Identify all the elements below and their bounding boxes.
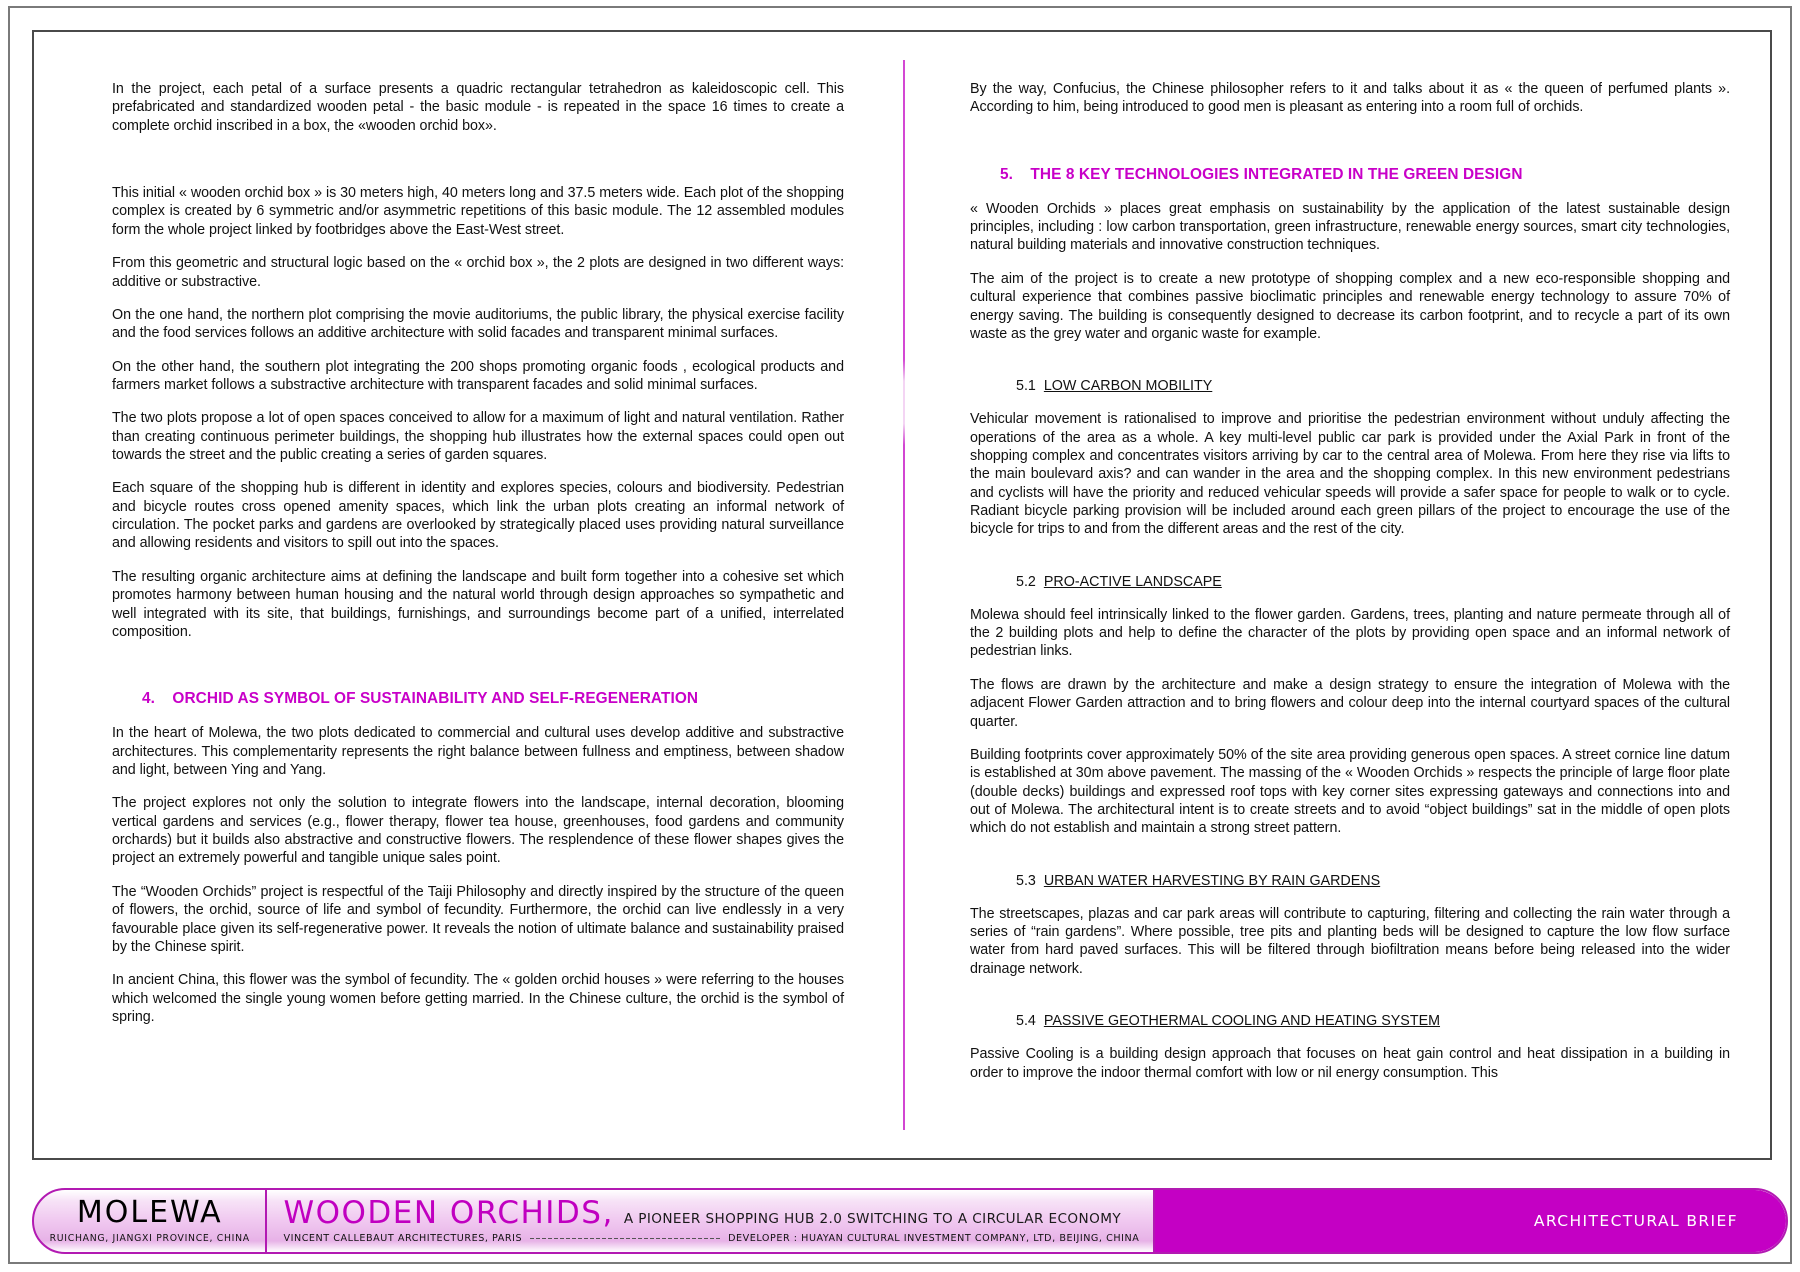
spacer — [112, 656, 844, 690]
paragraph: Molewa should feel intrinsically linked to the flower garden. Gardens, trees, planting and nature permeate through all of the 2 building plots and help to define the character of the plots by providing open space and an informal network of pedestrian links. — [970, 606, 1730, 660]
subsection-heading-5-1 — [970, 378, 1730, 394]
footer-client-block — [34, 1190, 265, 1252]
paragraph: Building footprints cover approximately 50% of the site area providing generous open spaces. A street cornice line datum is established at 30m above pavement. The massing of the « Wooden Orchids » respects the principle of large floor plate (double decks) buildings and expressed roof tops with key corner sites expressing gateways and connections into and out of Molewa. The architectural intent is to create streets and to avoid “object buildings” sat in the middle of open plots which do not establish and maintain a strong street pattern. — [970, 746, 1730, 837]
paragraph: Each square of the shopping hub is different in identity and explores species, colours and biodiversity. Pedestrian and bicycle routes cross opened amenity spaces, which link the urban plots creating an informal network of circulation. The pocket parks and gardens are overlooked by strategically placed uses providing natural surveillance and allowing residents and visitors to spill out into the spaces. — [112, 480, 844, 552]
paragraph: Vehicular movement is rationalised to improve and prioritise the pedestrian environment without unduly affecting the operations of the area as a whole. A key multi-level public car park is provided under the Axial Park in front of the shopping complex and concentrates visitors arriving by car to the central area of Molewa. From here they rise via lifts to the main boulevard axis? and can wander in the area and the shopping complex. In this new environment pedestrians and cyclists will have the priority and reduced vehicular speeds will provide a safer space for people to walk or to cycle. Radiant bicycle parking provision will be included around each green pillars of the project to encourage the use of the bicycle for trips to and from the different areas and the rest of the city. — [970, 411, 1730, 538]
paragraph: In the heart of Molewa, the two plots dedicated to commercial and cultural uses develop additive and substractive architectures. This complementarity represents the right balance between fullness and emptiness, between shadow and light, between Ying and Yang. — [112, 725, 844, 778]
spacer — [112, 150, 844, 184]
footer-document-type-block — [1153, 1190, 1786, 1252]
left-column — [34, 80, 902, 1158]
page-frame — [8, 6, 1792, 1264]
footer-project-title-row — [283, 1195, 1139, 1231]
paragraph: From this geometric and structural logic based on the « orchid box », the 2 plots are designed in two different ways: additive or substractive. — [112, 255, 844, 290]
paragraph: By the way, Confucius, the Chinese philosopher refers to it and talks about it as « the queen of perfumed plants ». According to him, being introduced to good men is pleasant as entering into a room full of orchids. — [970, 81, 1730, 116]
footer-project-block — [265, 1190, 1153, 1252]
footer-title-block — [32, 1188, 1788, 1254]
document-content-area — [32, 30, 1772, 1160]
section-heading-5 — [970, 166, 1730, 184]
subsection-title: LOW CARBON MOBILITY — [1043, 378, 1213, 395]
subsection-heading-5-4 — [970, 1013, 1730, 1029]
paragraph: The aim of the project is to create a new prototype of shopping complex and a new eco-responsible shopping and cultural experience that combines passive bioclimatic principles and renewable energy technology to assure 70% of energy saving. The building is consequently designed to decrease its carbon footprint, and to recycle a part of its own waste as the grey water and organic waste for example. — [970, 270, 1730, 342]
developer-credit: DEVELOPER : HUAYAN CULTURAL INVESTMENT COMPANY, LTD, BEIJING, CHINA — [728, 1233, 1140, 1244]
paragraph: On the other hand, the southern plot integrating the 200 shops promoting organic foods , ecological products and farmers market follows a substractive architecture with transparent facades and solid minimal surfaces. — [112, 358, 844, 393]
right-column — [902, 80, 1770, 1158]
subsection-title: URBAN WATER HARVESTING BY RAIN GARDENS — [1043, 872, 1381, 889]
paragraph: The project explores not only the solution to integrate flowers into the landscape, internal decoration, blooming vertical gardens and services (e.g., flower therapy, flower tea house, greenhouses, food gardens and community orchards) but it builds also abstractive and constructive flowers. The resplendence of these flower shapes gives the project an extremely powerful and tangible unique sales point. — [112, 795, 844, 867]
subsection-number: 5.1 — [1016, 378, 1036, 395]
section-number: 4. — [142, 690, 156, 708]
project-tagline: A PIONEER SHOPPING HUB 2.0 SWITCHING TO A CIRCULAR ECONOMY — [623, 1211, 1122, 1227]
spacer — [970, 358, 1730, 378]
paragraph: In the project, each petal of a surface presents a quadric rectangular tetrahedron as kaleidoscopic cell. This prefabricated and standardized wooden petal - the basic module - is repeated in the space 16 times to create a complete orchid inscribed in a box, the «wooden orchid box». — [112, 81, 844, 134]
subsection-number: 5.4 — [1016, 1013, 1036, 1030]
client-name: MOLEWA — [76, 1195, 223, 1230]
two-column-layout — [34, 32, 1770, 1158]
subsection-number: 5.3 — [1016, 872, 1036, 889]
section-title: ORCHID AS SYMBOL OF SUSTAINABILITY AND SELF-REGENERATION — [172, 690, 699, 708]
subsection-heading-5-2 — [970, 574, 1730, 590]
paragraph: The two plots propose a lot of open spaces conceived to allow for a maximum of light and natural ventilation. Rather than creating continuous perimeter buildings, the shopping hub illustrates how the external spaces could open out towards the street and the public creating a series of garden squares. — [112, 410, 844, 464]
subsection-number: 5.2 — [1016, 573, 1036, 590]
spacer — [970, 993, 1730, 1013]
spacer — [970, 554, 1730, 574]
subsection-title: PASSIVE GEOTHERMAL COOLING AND HEATING SYSTEM — [1043, 1013, 1441, 1030]
section-title: THE 8 KEY TECHNOLOGIES INTEGRATED IN THE GREEN DESIGN — [1030, 165, 1523, 183]
paragraph: Passive Cooling is a building design approach that focuses on heat gain control and heat dissipation in a building in order to improve the indoor thermal comfort with low or nil energy consumption. This — [970, 1046, 1730, 1081]
architect-credit: VINCENT CALLEBAUT ARCHITECTURES, PARIS — [283, 1233, 523, 1244]
paragraph: The resulting organic architecture aims at defining the landscape and built form together into a cohesive set which promotes harmony between human housing and the natural world through design approaches so sympathetic and well integrated with its site, that buildings, furnishings, and surroundings become part of a unified, interrelated composition. — [112, 568, 844, 640]
section-heading-4 — [112, 690, 844, 708]
spacer — [970, 853, 1730, 873]
paragraph: The streetscapes, plazas and car park areas will contribute to capturing, filtering and collecting the rain water through a series of “rain gardens”. Where possible, tree pits and planting beds will be designed to capture the low flow surface water from hard paved surfaces. This will be filtered through biofiltration means before being released into the wider drainage network. — [970, 905, 1730, 977]
paragraph: « Wooden Orchids » places great emphasis on sustainability by the application of the latest sustainable design principles, including : low carbon transportation, green infrastructure, renewable energy sources, smart city technologies, natural building materials and innovative construction techniques. — [970, 200, 1730, 254]
project-name: WOODEN ORCHIDS, — [283, 1195, 614, 1231]
paragraph: This initial « wooden orchid box » is 30 meters high, 40 meters long and 37.5 meters wide. Each plot of the shopping complex is created by 6 symmetric and/or asymmetric repetitions of this basic module. The 12 assembled modules form the whole project linked by footbridges above the East-West street. — [112, 185, 844, 238]
subsection-heading-5-3 — [970, 873, 1730, 889]
paragraph: The “Wooden Orchids” project is respectful of the Taiji Philosophy and directly inspired by the structure of the queen of flowers, the orchid, source of life and symbol of fecundity. Furthermore, the orchid can live endlessly in a very favourable place given its self-regenerative power. It reveals the notion of ultimate balance and sustainability praised by the Chinese spirit. — [112, 883, 844, 955]
paragraph: On the one hand, the northern plot comprising the movie auditoriums, the public library, the physical exercise facility and the food services follows an additive architecture with solid facades and transparent minimal surfaces. — [112, 306, 844, 342]
footer-credits-row — [283, 1233, 1139, 1244]
client-location: RUICHANG, JIANGXI PROVINCE, CHINA — [49, 1233, 250, 1244]
subsection-title: PRO-ACTIVE LANDSCAPE — [1043, 573, 1222, 590]
paragraph: The flows are drawn by the architecture and make a design strategy to ensure the integration of Molewa with the adjacent Flower Garden attraction and to bring flowers and colour deep into the internal courtyard spaces of the cultural quarter. — [970, 676, 1730, 730]
section-number: 5. — [1000, 165, 1014, 183]
credits-divider-rule — [530, 1238, 720, 1239]
document-type-label: ARCHITECTURAL BRIEF — [1533, 1212, 1738, 1230]
spacer — [970, 132, 1730, 166]
paragraph: In ancient China, this flower was the symbol of fecundity. The « golden orchid houses » were referring to the houses which welcomed the single young women before getting married. In the Chinese culture, the orchid is the symbol of spring. — [112, 972, 844, 1025]
